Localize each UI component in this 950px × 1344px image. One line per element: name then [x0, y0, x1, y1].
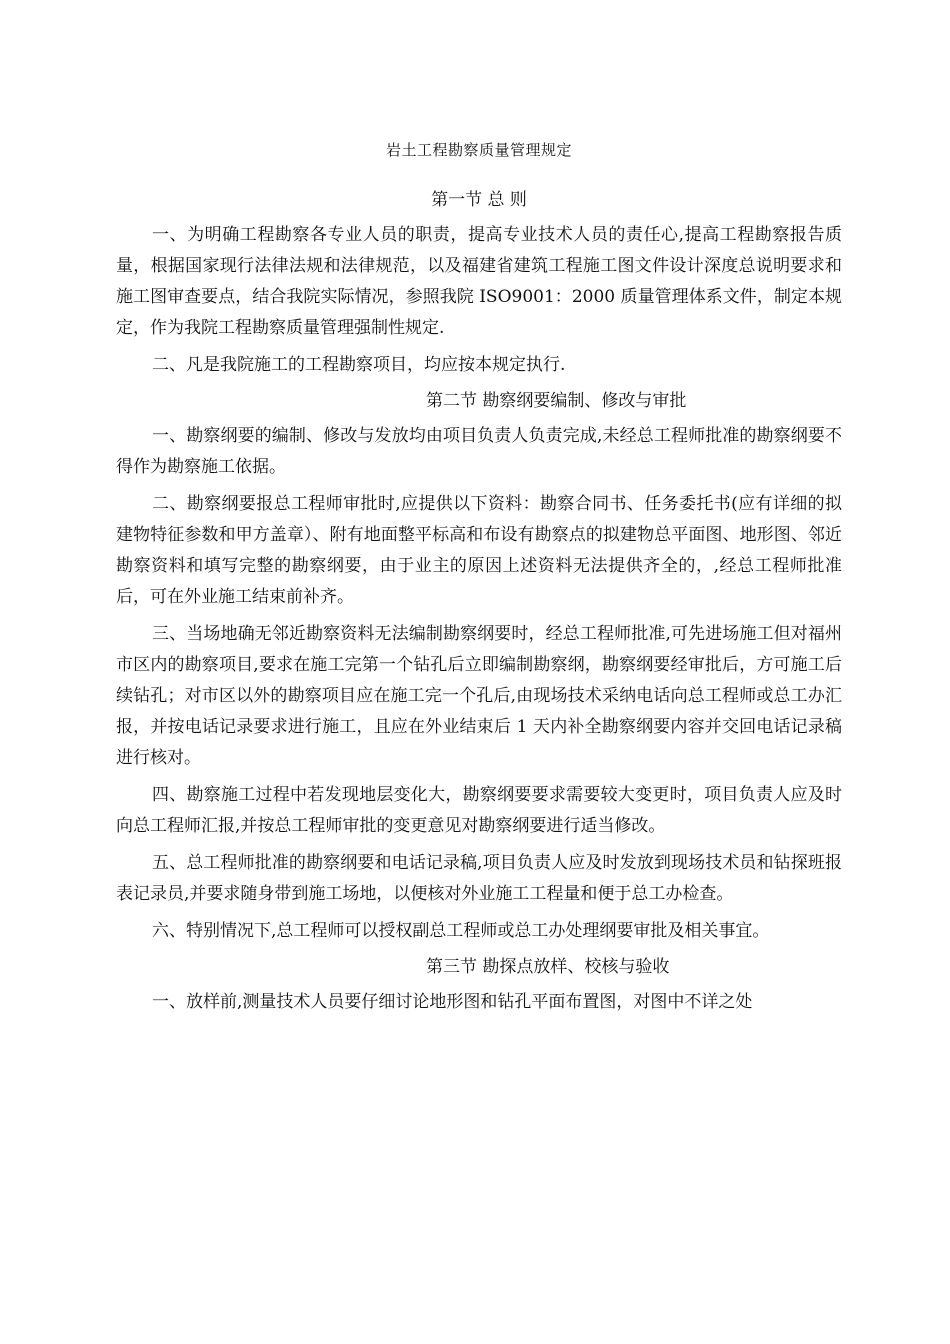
paragraph: 五、总工程师批准的勘察纲要和电话记录稿,项目负责人应及时发放到现场技术员和钻探班报表记录员,并要求随身带到施工场地，以便核对外业施工工程量和便于总工办检查。 [116, 853, 842, 904]
paragraph: 二、凡是我院施工的工程勘察项目，均应按本规定执行. [152, 355, 566, 375]
section-heading-3: 第三节 勘探点放样、校核与验收 [426, 957, 670, 977]
paragraph: 四、勘察施工过程中若发现地层变化大，勘察纲要要求需要较大变更时，项目负责人应及时向总工程师汇报,并按总工程师审批的变更意见对勘察纲要进行适当修改。 [116, 785, 842, 836]
paragraph: 一、勘察纲要的编制、修改与发放均由项目负责人负责完成,未经总工程师批准的勘察纲要不得作为勘察施工依据。 [116, 426, 842, 477]
paragraph: 一、放样前,测量技术人员要仔细讨论地形图和钻孔平面布置图，对图中不详之处 [152, 992, 753, 1012]
paragraph: 二、勘察纲要报总工程师审批时,应提供以下资料：勘察合同书、任务委托书(应有详细的拟建物特征参数和甲方盖章）、附有地面整平标高和布设有勘察点的拟建物总平面图、地形图、邻近勘察资料和填写完整的勘察纲要，由于业主的原因上述资料无法提供齐全的，,经总工程师批准后，可在外业施工结束前补齐。 [116, 494, 842, 607]
document-title: 岩土工程勘察质量管理规定 [385, 141, 572, 159]
document-page [116, 140, 842, 1024]
section-heading-1: 第一节 总 则 [431, 190, 527, 210]
paragraph: 六、特别情况下,总工程师可以授权副总工程师或总工办处理纲要审批及相关事宜。 [152, 921, 770, 941]
paragraph: 一、为明确工程勘察各专业人员的职责，提高专业技术人员的责任心,提高工程勘察报告质量，根据国家现行法律法规和法律规范，以及福建省建筑工程施工图文件设计深度总说明要求和施工图审查要点，结合我院实际情况，参照我院 ISO9001：2000 质量管理体系文件，制定本规定，作为我院工程勘察质量管理强制性规定. [116, 225, 842, 338]
section-heading-2: 第二节 勘察纲要编制、修改与审批 [426, 391, 687, 411]
paragraph: 三、当场地确无邻近勘察资料无法编制勘察纲要时，经总工程师批准,可先进场施工但对福州市区内的勘察项目,要求在施工完第一个钻孔后立即编制勘察纲，勘察纲要经审批后，方可施工后续钻孔；对市区以外的勘察项目应在施工完一个孔后,由现场技术采纳电话向总工程师或总工办汇报，并按电话记录要求进行施工，且应在外业结束后 1 天内补全勘察纲要内容并交回电话记录稿进行核对。 [116, 624, 842, 768]
